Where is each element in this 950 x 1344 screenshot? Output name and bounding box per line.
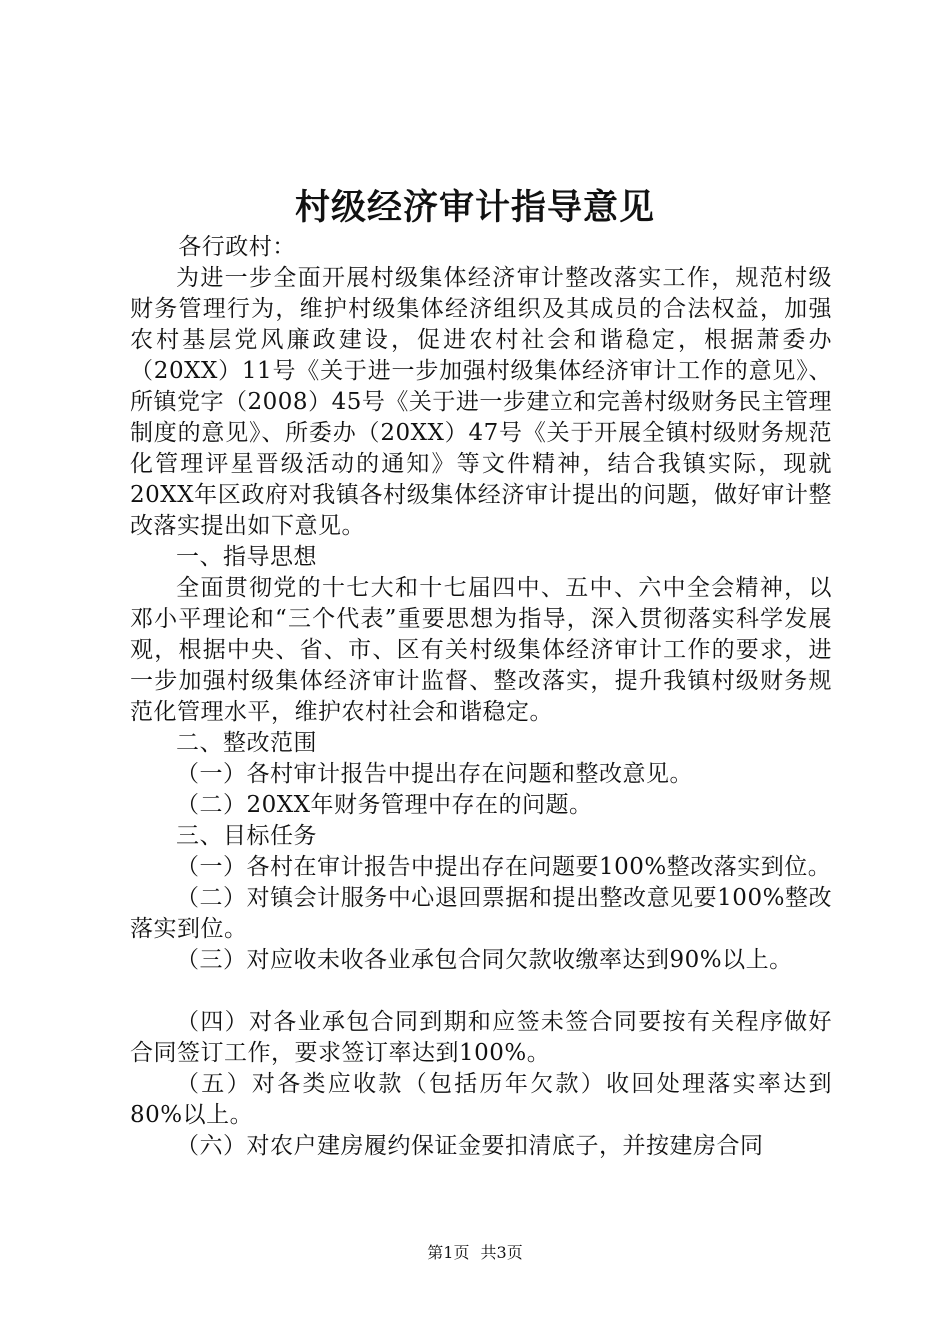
- page-number: 第1页: [427, 1243, 470, 1262]
- target-item-5: （五）对各类应收款（包括历年欠款）收回处理落实率达到80%以上。: [130, 1071, 832, 1128]
- scope-item-2: （二）20XX年财务管理中存在的问题。: [176, 792, 593, 818]
- target-item-1: （一）各村在审计报告中提出存在问题要100%整改落实到位。: [176, 854, 832, 880]
- scope-item-1: （一）各村审计报告中提出存在问题和整改意见。: [176, 761, 693, 787]
- guiding-thought-paragraph: 全面贯彻党的十七大和十七届四中、五中、六中全会精神，以邓小平理论和“三个代表”重要思想为指导，深入贯彻落实科学发展观，根据中央、省、市、区有关村级集体经济审计工作的要求，进一步加强村级集体经济审计监督、整改落实，提升我镇村级财务规范化管理水平，维护农村社会和谐稳定。: [130, 575, 832, 725]
- document-title: 村级经济审计指导意见: [294, 187, 655, 228]
- target-item-2: （二）对镇会计服务中心退回票据和提出整改意见要100%整改落实到位。: [130, 885, 832, 942]
- salutation: 各行政村：: [178, 234, 296, 260]
- page-total: 共3页: [480, 1243, 523, 1262]
- target-item-6: （六）对农户建房履约保证金要扣清底子，并按建房合同: [176, 1133, 764, 1159]
- page-footer: [0, 1241, 950, 1265]
- intro-paragraph: 为进一步全面开展村级集体经济审计整改落实工作，规范村级财务管理行为，维护村级集体经济组织及其成员的合法权益，加强农村基层党风廉政建设，促进农村社会和谐稳定，根据萧委办（20XX）11号《关于进一步加强村级集体经济审计工作的意见》、所镇党字（2008）45号《关于进一步建立和完善村级财务民主管理制度的意见》、所委办（20XX）47号《关于开展全镇村级财务规范化管理评星晋级活动的通知》等文件精神，结合我镇实际，现就20XX年区政府对我镇各村级集体经济审计提出的问题，做好审计整改落实提出如下意见。: [130, 265, 832, 539]
- section-heading-targets: 三、目标任务: [176, 823, 317, 849]
- section-heading-scope: 二、整改范围: [176, 730, 317, 756]
- document-body: [130, 232, 832, 1162]
- section-heading-guiding-thought: 一、指导思想: [176, 544, 317, 570]
- target-item-4: （四）对各业承包合同到期和应签未签合同要按有关程序做好合同签订工作，要求签订率达到100%。: [130, 1009, 832, 1066]
- blank-line: [130, 976, 832, 1007]
- target-item-3: （三）对应收未收各业承包合同欠款收缴率达到90%以上。: [176, 947, 793, 973]
